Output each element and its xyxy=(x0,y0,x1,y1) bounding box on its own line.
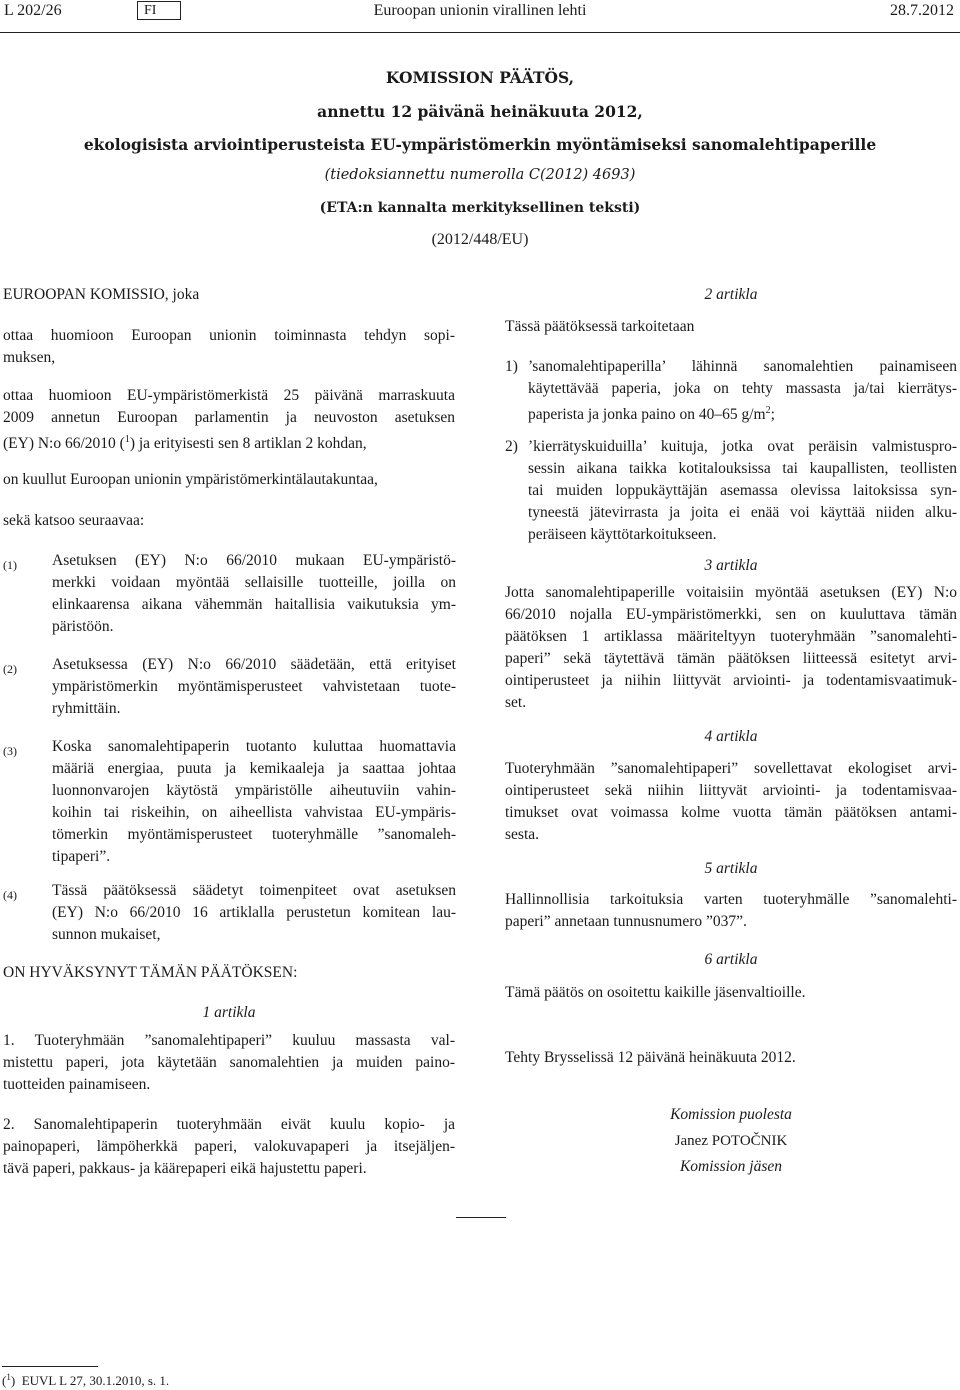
recital-number: (4) xyxy=(3,888,17,902)
document-reference: (2012/448/EU) xyxy=(431,231,529,248)
recital-line: ryhmittäin. xyxy=(52,700,121,717)
citation-line: ottaa huomioon Euroopan unionin toiminnasta tehdyn sopi- xyxy=(3,327,455,344)
article-line: Hallinnollisia tarkoituksia varten tuoteryhmälle ”sanomalehti- xyxy=(505,891,957,908)
recital-line: Koska sanomalehtipaperin tuotanto kuluttaa huomattavia xyxy=(52,738,456,755)
definition-text: paperista ja jonka paino on 40–65 g/m xyxy=(528,406,766,423)
language-badge: FI xyxy=(137,1,181,20)
preamble-intro: EUROOPAN KOMISSIO, joka xyxy=(3,286,200,303)
definition-line: sessin aikana taikka kotitalouksissa tai kaupallisten, teollisten xyxy=(528,460,957,477)
recital-line: sunnon mukaiset, xyxy=(52,926,161,943)
header-rule xyxy=(0,32,960,33)
article-line: set. xyxy=(505,694,527,711)
article-line: timukset ovat voimassa kolme vuotta tämän päätöksen antami- xyxy=(505,804,957,821)
article-heading: 2 artikla xyxy=(704,286,758,303)
citation-text: ) ja erityisesti sen 8 artiklan 2 kohdan, xyxy=(129,435,367,452)
article-line: tävä paperi, pakkaus- ja käärepaperi eikä hajustettu paperi. xyxy=(3,1160,367,1177)
recital-number: (2) xyxy=(3,662,17,676)
definition-number: 2) xyxy=(505,438,518,455)
recital-number: (1) xyxy=(3,558,17,572)
article-line: 1. Tuoteryhmään ”sanomalehtipaperi” kuuluu massasta val- xyxy=(3,1032,455,1049)
recital-line: tömerkin myöntämisperusteet tuoteryhmälle ”sanomaleh- xyxy=(52,826,456,843)
citation-line xyxy=(3,429,367,456)
definition-line xyxy=(528,400,775,427)
adoption-formula: ON HYVÄKSYNYT TÄMÄN PÄÄTÖKSEN: xyxy=(3,964,298,981)
end-rule xyxy=(456,1217,506,1218)
recital-line: päristöön. xyxy=(52,618,114,635)
recital-line: Asetuksen (EY) N:o 66/2010 mukaan EU-ympäristö- xyxy=(52,552,456,569)
recital-line: määriä energiaa, puuta ja kemikaaleja ja saattaa johtaa xyxy=(52,760,456,777)
citation-line: 2009 annetun Euroopan parlamentin ja neuvoston asetuksen xyxy=(3,409,455,426)
page-number: L 202/26 xyxy=(4,2,62,19)
article-heading: 4 artikla xyxy=(704,728,758,745)
article-line: ointiperusteet sekä niihin liittyvät arviointi- ja todentamisvaa- xyxy=(505,782,957,799)
done-at: Tehty Brysselissä 12 päivänä heinäkuuta 2012. xyxy=(505,1049,796,1066)
recital-line: ympäristömerkin myöntämisperusteet vahvistetaan tuote- xyxy=(52,678,456,695)
footnote-rule xyxy=(2,1366,98,1367)
recital-line: luonnonvarojen käytöstä ympäristölle aiheutuviin vahin- xyxy=(52,782,456,799)
recital-line: merkki voidaan myöntää sellaisille tuotteille, joilla on xyxy=(52,574,456,591)
article-line: Tämä päätös on osoitettu kaikille jäsenvaltioille. xyxy=(505,984,806,1001)
article-line: Tuoteryhmään ”sanomalehtipaperi” sovellettavat ekologiset arvi- xyxy=(505,760,957,777)
article-line: tuotteiden painamiseen. xyxy=(3,1076,151,1093)
recital-line: Tässä päätöksessä säädetyt toimenpiteet ovat asetuksen xyxy=(52,882,456,899)
recital-number: (3) xyxy=(3,744,17,758)
article-line: mistettu paperi, jota käytetään sanomalehtien ja muiden paino- xyxy=(3,1054,455,1071)
footnote-number: 1 xyxy=(6,1372,11,1382)
recital-line: elinkaarensa aikana vähemmän haitallisia vaikutuksia ym- xyxy=(52,596,456,613)
article-line: ointiperusteet ja niihin liittyvät arviointi- ja todentamisvaatimuk- xyxy=(505,672,957,689)
recital-line: (EY) N:o 66/2010 16 artiklalla perustetun komitean lau- xyxy=(52,904,456,921)
citation-line: ottaa huomioon EU-ympäristömerkistä 25 päivänä marraskuuta xyxy=(3,387,455,404)
article-heading: 3 artikla xyxy=(704,557,758,574)
footnote-ref[interactable]: 1 xyxy=(124,434,130,445)
article-line: Jotta sanomalehtipaperille voitaisiin myöntää asetuksen (EY) N:o xyxy=(505,584,957,601)
definition-text: ; xyxy=(770,406,775,423)
article-heading: 1 artikla xyxy=(202,1004,256,1021)
eea-relevance: (ETA:n kannalta merkityksellinen teksti) xyxy=(319,200,641,216)
definition-line: tai muiden loppukäyttäjän asemassa olevissa laitoksissa syn- xyxy=(528,482,957,499)
signatory-role: Komission jäsen xyxy=(679,1158,783,1175)
definition-line: peräiseen käyttötarkoitukseen. xyxy=(528,526,717,543)
definition-line: ’sanomalehtipaperilla’ lähinnä sanomalehtien painamiseen xyxy=(528,358,957,375)
notification-number: (tiedoksiannettu numerolla C(2012) 4693) xyxy=(324,167,636,183)
article-heading: 6 artikla xyxy=(704,951,758,968)
citation-text: (EY) N:o 66/2010 ( xyxy=(3,435,125,452)
publication-date: 28.7.2012 xyxy=(890,2,954,19)
journal-title: Euroopan unionin virallinen lehti xyxy=(373,2,587,19)
decision-subject: ekologisista arviointiperusteista EU-ympäristömerkin myöntämiseksi sanomalehtipaperille xyxy=(83,135,877,154)
recital-line: Asetuksessa (EY) N:o 66/2010 säädetään, että erityiset xyxy=(52,656,456,673)
definition-line: käytettävää paperia, joka on tehty massasta ja/tai kierrätys- xyxy=(528,380,957,397)
signatory-name: Janez POTOČNIK xyxy=(674,1133,788,1149)
signature-for: Komission puolesta xyxy=(670,1106,792,1123)
article-heading: 5 artikla xyxy=(704,860,758,877)
article-line: 2. Sanomalehtipaperin tuoteryhmään eivät kuulu kopio- ja xyxy=(3,1116,455,1133)
article-line: 66/2010 nojalla EU-ympäristömerkki, sen on kuuluttava tämän xyxy=(505,606,957,623)
citation-line: muksen, xyxy=(3,349,56,366)
superscript: 2 xyxy=(765,405,771,416)
whereas-line: sekä katsoo seuraavaa: xyxy=(3,512,145,529)
recital-line: koihin tai riskeihin, on aiheellista vahvistaa EU-ympäris- xyxy=(52,804,456,821)
article-line: paperi” annetaan tunnusnumero ”037”. xyxy=(505,913,747,930)
article-line: sesta. xyxy=(505,826,540,843)
definition-number: 1) xyxy=(505,358,518,375)
definition-line: tyneestä jätevirrasta ja joita ei enää voi käyttää niiden alku- xyxy=(528,504,957,521)
decision-date-line: annettu 12 päivänä heinäkuuta 2012, xyxy=(317,102,643,121)
article-line: paperi” sekä täytettävä tämän päätöksen liitteessä esitetyt arvi- xyxy=(505,650,957,667)
article-line: päätöksen 1 artiklassa määriteltyyn tuoteryhmään ”sanomalehti- xyxy=(505,628,957,645)
decision-title: KOMISSION PÄÄTÖS, xyxy=(385,68,575,87)
footnote: ($^1$) EUVL L 27, 30.1.2010, s. 1. xyxy=(2,1372,170,1388)
footnote-text: EUVL L 27, 30.1.2010, s. 1. xyxy=(21,1373,170,1388)
article-line: Tässä päätöksessä tarkoitetaan xyxy=(505,318,695,335)
article-line: painopaperi, lämpöherkkä paperi, valokuvapaperi ja itsejäljen- xyxy=(3,1138,455,1155)
recital-line: tipaperi”. xyxy=(52,848,111,865)
definition-line: ’kierrätyskuiduilla’ kuituja, jotka ovat peräisin valmistuspro- xyxy=(528,438,957,455)
consultation-line: on kuullut Euroopan unionin ympäristömerkintälautakuntaa, xyxy=(3,471,378,488)
